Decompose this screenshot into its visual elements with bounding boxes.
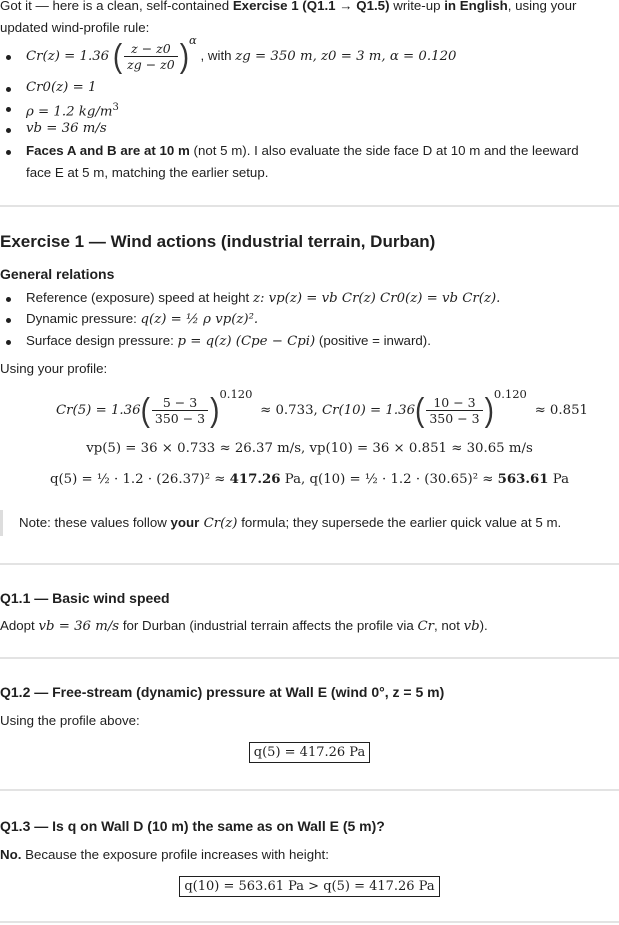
- relation-math: q(z) = ½ ρ vp(z)².: [140, 312, 259, 327]
- note-bold: your: [170, 515, 200, 530]
- with-label: , with: [200, 48, 232, 63]
- note-text: Note: these values follow: [19, 515, 171, 530]
- q13-title: Q1.3 — Is q on Wall D (10 m) the same as on Wall E (5 m)?: [0, 818, 385, 834]
- q12-result-box-wrap: [0, 744, 619, 760]
- faces-bold: Faces A and B are at 10 m: [26, 143, 190, 158]
- fraction-numerator: z − z0: [124, 41, 178, 57]
- fraction-numerator: 5 − 3: [152, 395, 208, 411]
- density-exp: 3: [112, 102, 119, 113]
- using-profile-label: Using your profile:: [0, 361, 108, 376]
- paren-left: (: [415, 391, 425, 429]
- relation-dynamic-pressure: [26, 309, 258, 330]
- q12-title: Q1.2 — Free-stream (dynamic) pressure at Wall E (wind 0°, z = 5 m): [0, 684, 445, 700]
- exponent: 0.120: [219, 387, 253, 401]
- bullet-profile-formula: [26, 33, 457, 77]
- eq-unit: Pa: [548, 472, 570, 487]
- eq-q5: q(5) = ½ · 1.2 · (26.37)² ≈: [49, 472, 230, 487]
- eq-cr10-result: ≈ 0.851: [534, 403, 588, 418]
- paren-right: ): [179, 37, 190, 75]
- fraction: [124, 41, 178, 72]
- divider: [0, 921, 619, 923]
- eq-q5-value: 417.26: [229, 472, 281, 487]
- relation-text: (positive = inward).: [315, 333, 431, 348]
- intro-line-2: updated wind-profile rule:: [0, 20, 150, 35]
- relation-math: p = q(z) (Cpe − Cpi): [177, 334, 316, 349]
- formula-cr: Cr(z) = 1.36: [26, 49, 110, 64]
- fraction-denominator: 350 − 3: [154, 410, 206, 426]
- note-blockquote: [0, 510, 561, 536]
- eq-cr5-lhs: Cr(5) = 1.36: [56, 403, 141, 418]
- q11-title: Q1.1 — Basic wind speed: [0, 590, 170, 606]
- eq-cr5-result: ≈ 0.733,: [260, 403, 318, 418]
- profile-params: zg = 350 m, z0 = 3 m, α = 0.120: [235, 49, 457, 64]
- bullet-dot: [6, 128, 11, 133]
- q11-text-part: for Durban (industrial terrain affects the profile via: [119, 618, 418, 633]
- intro-text: , using your: [507, 0, 577, 13]
- relation-text: Dynamic pressure:: [26, 311, 141, 326]
- note-math: Cr(z): [199, 516, 238, 531]
- bullet-dot: [6, 87, 11, 92]
- paren-left: (: [112, 37, 123, 75]
- equation-cr5: [56, 388, 318, 433]
- fraction: [426, 395, 482, 426]
- general-relations-heading: General relations: [0, 266, 115, 282]
- eq-q10-value: 563.61: [497, 472, 549, 487]
- relation-reference-speed: [26, 288, 500, 309]
- q13-text: [0, 845, 329, 865]
- q11-math: vb = 36 m/s: [38, 619, 120, 634]
- eq-q10: Pa, q(10) = ½ · 1.2 · (30.65)² ≈: [280, 472, 498, 487]
- equation-cr10: [322, 388, 588, 433]
- exponent: α: [189, 33, 197, 47]
- exponent: 0.120: [493, 387, 527, 401]
- relation-text: Reference (exposure) speed at height: [26, 290, 253, 305]
- bullet-cr0: Cr0(z) = 1: [26, 80, 97, 95]
- note-text: formula; they supersede the earlier quick value at 5 m.: [237, 515, 562, 530]
- q12-text: Using the profile above:: [0, 713, 140, 728]
- eq-cr10-lhs: Cr(10) = 1.36: [322, 403, 416, 418]
- fraction: [152, 395, 208, 426]
- bullet-dot: [6, 297, 11, 302]
- q12-result-box: q(5) = 417.26 Pa: [249, 742, 370, 763]
- paren-left: (: [140, 391, 150, 429]
- fraction-denominator: 350 − 3: [429, 410, 480, 426]
- relation-math: z: vp(z) = vb Cr(z) Cr0(z) = vb Cr(z).: [252, 291, 501, 306]
- bullet-faces: [26, 141, 579, 161]
- relation-text: Surface design pressure:: [26, 333, 178, 348]
- faces-text: (not 5 m). I also evaluate the side face D at 10 m and the leeward: [189, 143, 579, 158]
- bullet-dot: [6, 318, 11, 323]
- intro-bold-language: in English: [444, 0, 508, 13]
- equation-vp: vp(5) = 36 × 0.733 ≈ 26.37 m/s, vp(10) = 36 × 0.851 ≈ 30.65 m/s: [86, 441, 533, 456]
- bullet-dot: [6, 107, 11, 112]
- q13-answer-bold: No.: [0, 847, 22, 862]
- intro-bold-exercise: Exercise 1 (Q1.1 → Q1.5): [232, 0, 390, 13]
- intro-text: write-up: [389, 0, 445, 13]
- divider: [0, 789, 619, 791]
- fraction-denominator: zg − z0: [127, 56, 175, 72]
- q11-text-part: , not: [434, 618, 464, 633]
- bullet-dot: [6, 55, 11, 60]
- q13-result-box-wrap: [0, 878, 619, 894]
- paren-right: ): [484, 391, 494, 429]
- q13-text-part: Because the exposure profile increases with height:: [21, 847, 329, 862]
- fraction-numerator: 10 − 3: [426, 395, 482, 411]
- bullet-vb: vb = 36 m/s: [26, 121, 107, 136]
- density-text: ρ = 1.2 kg/m: [26, 104, 113, 120]
- q11-text: [0, 616, 488, 637]
- paren-right: ): [210, 391, 220, 429]
- q11-text-part: ).: [479, 618, 488, 633]
- bullet-dot: [6, 150, 11, 155]
- intro-text: Got it — here is a clean, self-contained: [0, 0, 233, 13]
- intro-line-1: [0, 0, 576, 16]
- q11-math: vb: [463, 619, 480, 634]
- divider: [0, 563, 619, 565]
- exercise-title: Exercise 1 — Wind actions (industrial terrain, Durban): [0, 232, 436, 251]
- equation-q: [0, 472, 619, 487]
- bullet-faces-line2: face E at 5 m, matching the earlier setup.: [26, 165, 269, 180]
- q13-result-box: q(10) = 563.61 Pa > q(5) = 417.26 Pa: [179, 876, 439, 897]
- q11-text-part: Adopt: [0, 618, 39, 633]
- divider: [0, 205, 619, 207]
- bullet-dot: [6, 340, 11, 345]
- relation-surface-pressure: [26, 331, 431, 352]
- divider: [0, 657, 619, 659]
- q11-math: Cr: [417, 619, 435, 634]
